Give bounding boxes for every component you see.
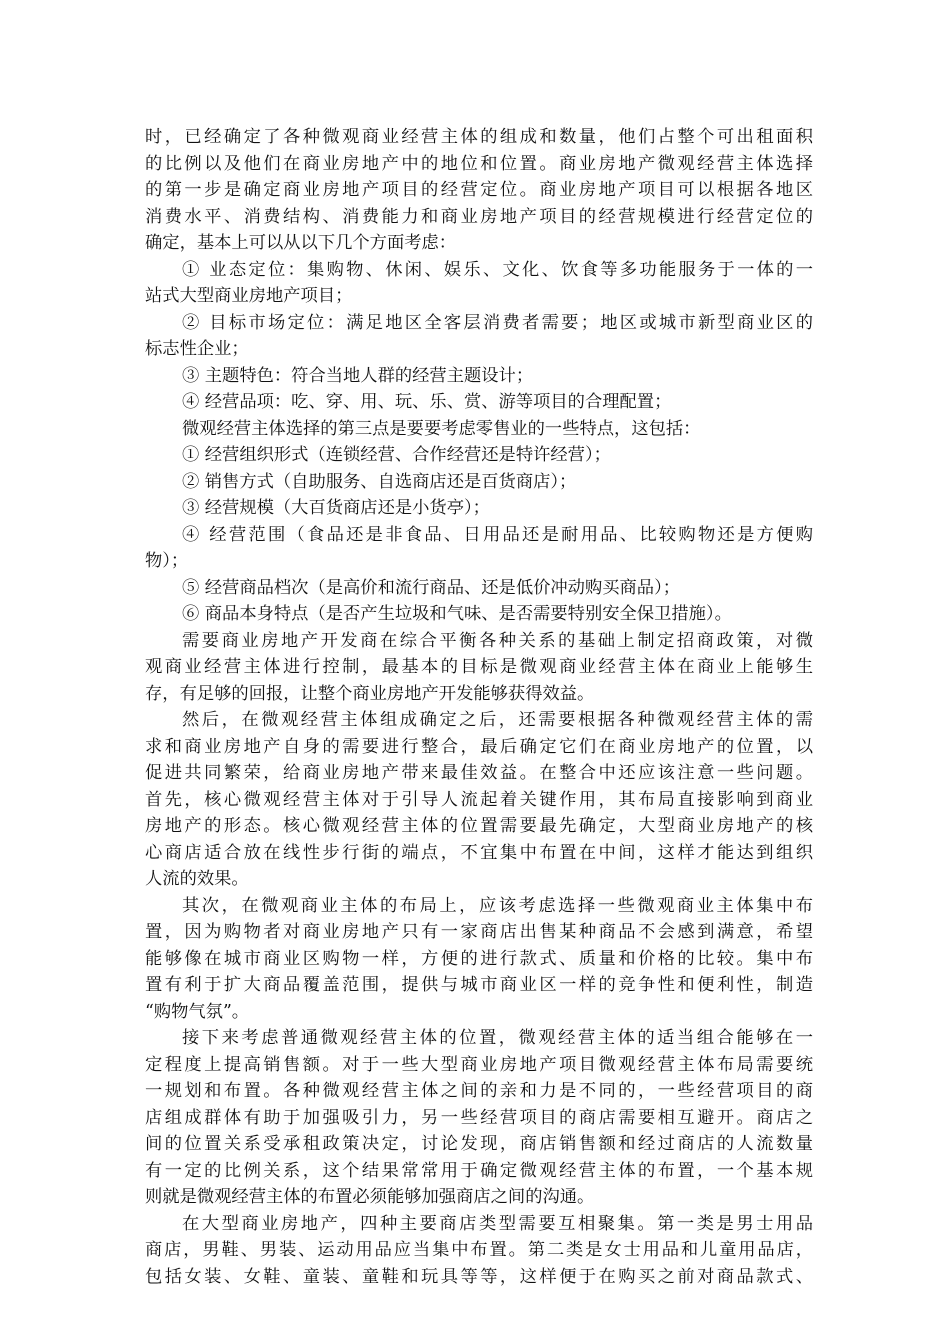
text-line: 接下来考虑普通微观经营主体的位置，微观经营主体的适当组合能够在一 [182,1028,813,1048]
text-line: 观商业经营主体进行控制，最基本的目标是微观商业经营主体在商业上能够生 [145,657,813,677]
text-line: 其次，在微观商业主体的布局上，应该考虑选择一些微观商业主体集中布 [182,895,813,916]
text-line: ② 目标市场定位：满足地区全客层消费者需要；地区或城市新型商业区的 [182,312,813,333]
text-line: 一规划和布置。各种微观经营主体之间的亲和力是不同的，一些经营项目的商 [145,1081,813,1101]
text-line: 间的位置关系受承租政策决定，讨论发现，商店销售额和经过商店的人流数量 [145,1134,813,1154]
text-line: 标志性企业； [145,339,249,359]
text-line: ③ 经营规模（大百货商店还是小货亭）； [182,498,490,518]
text-line: 的比例以及他们在商业房地产中的地位和位置。商业房地产微观经营主体选择 [145,153,813,174]
text-line: 房地产的形态。核心微观经营主体的位置需要最先确定，大型商业房地产的核 [145,816,813,836]
text-line: ⑥ 商品本身特点（是否产生垃圾和气味、是否需要特别安全保卫措施）。 [182,604,732,624]
text-line: 能够像在城市商业区购物一样，方便的进行款式、质量和价格的比较。集中布 [145,948,813,969]
text-line: 有一定的比例关系，这个结果常常用于确定微观经营主体的布置，一个基本规 [145,1160,813,1181]
text-line: 微观经营主体选择的第三点是要要考虑零售业的一些特点，这包括： [182,418,701,439]
text-line: ① 业态定位：集购物、休闲、娱乐、文化、饮食等多功能服务于一体的一 [182,259,813,280]
text-line: 则就是微观经营主体的布置必须能够加强商店之间的沟通。 [145,1187,595,1207]
text-line: 求和商业房地产自身的需要进行整合，最后确定它们在商业房地产的位置，以 [145,736,813,757]
text-line: ⑤ 经营商品档次（是高价和流行商品、还是低价冲动购买商品）； [182,577,681,598]
text-line: 置有利于扩大商品覆盖范围，提供与城市商业区一样的竞争性和便利性，制造 [145,975,813,995]
text-line: ④ 经营范围（食品还是非食品、日用品还是耐用品、比较购物还是方便购 [182,524,813,545]
text-line: 人流的效果。 [145,869,249,889]
text-line: ② 销售方式（自助服务、自选商店还是百货商店）； [182,471,577,492]
text-line: 存，有足够的回报，让整个商业房地产开发能够获得效益。 [145,683,595,704]
text-line: 站式大型商业房地产项目； [145,286,353,306]
text-line: 消费水平、消费结构、消费能力和商业房地产项目的经营规模进行经营定位的 [145,206,813,227]
text-line: ④ 经营品项：吃、穿、用、玩、乐、赏、游等项目的合理配置； [182,392,672,412]
text-line: 的第一步是确定商业房地产项目的经营定位。商业房地产项目可以根据各地区 [145,180,813,200]
text-line: 促进共同繁荣，给商业房地产带来最佳效益。在整合中还应该注意一些问题。 [145,763,813,783]
document-body-text [145,124,813,1290]
text-line: 定程度上提高销售额。对于一些大型商业房地产项目微观经营主体布局需要统 [145,1054,813,1075]
text-line: 在大型商业房地产，四种主要商店类型需要互相聚集。第一类是男士用品 [182,1213,813,1234]
text-line: 商店，男鞋、男装、运动用品应当集中布置。第二类是女士用品和儿童用品店， [145,1240,813,1260]
text-line: 心商店适合放在线性步行街的端点，不宜集中布置在中间，这样才能达到组织 [145,842,813,863]
text-line: 店组成群体有助于加强吸引力，另一些经营项目的商店需要相互避开。商店之 [145,1107,813,1128]
text-line: “购物气氛”。 [145,1001,250,1022]
text-line: 然后，在微观经营主体组成确定之后，还需要根据各种微观经营主体的需 [182,710,813,730]
text-line: ① 经营组织形式（连锁经营、合作经营还是特许经营）； [182,445,611,465]
text-line: 包括女装、女鞋、童装、童鞋和玩具等等，这样便于在购买之前对商品款式、 [145,1266,813,1287]
text-line: 时，已经确定了各种微观商业经营主体的组成和数量，他们占整个可出租面积 [145,127,813,147]
text-line: ③ 主题特色：符合当地人群的经营主题设计； [182,365,534,386]
text-line: 需要商业房地产开发商在综合平衡各种关系的基础上制定招商政策，对微 [182,630,813,651]
text-line: 首先，核心微观经营主体对于引导人流起着关键作用，其布局直接影响到商业 [145,789,813,810]
text-line: 置，因为购物者对商业房地产只有一家商店出售某种商品不会感到满意，希望 [145,922,813,942]
text-line: 物）； [145,551,189,571]
text-line: 确定，基本上可以从以下几个方面考虑： [145,233,457,253]
